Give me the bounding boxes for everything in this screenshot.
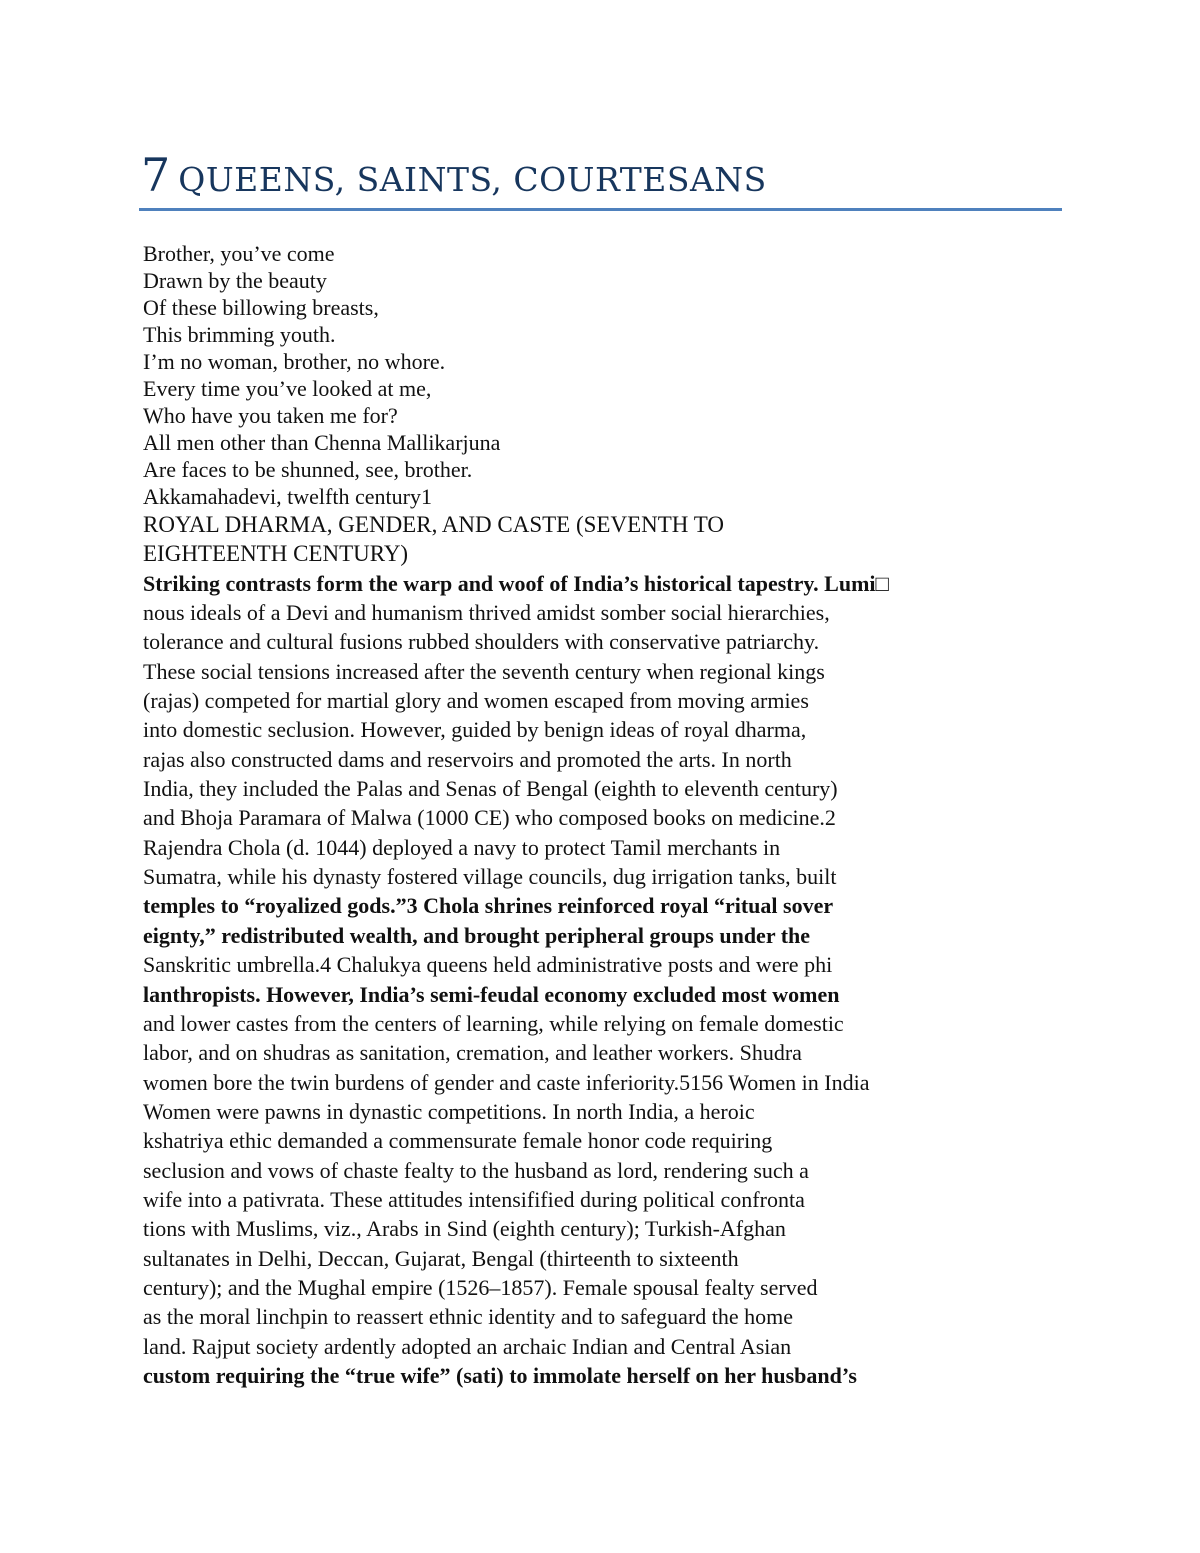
body-line: seclusion and vows of chaste fealty to the husband as lord, rendering such a (143, 1157, 809, 1183)
body-line: and lower castes from the centers of learning, while relying on female domestic (143, 1010, 844, 1036)
body-line: (rajas) competed for martial glory and women escaped from moving armies (143, 688, 809, 714)
body-line: These social tensions increased after the seventh century when regional kings (143, 658, 825, 684)
epigraph-line: Brother, you’ve come (143, 241, 335, 266)
chapter-heading (141, 148, 767, 202)
body-line: eignty,” redistributed wealth, and brought peripheral groups under the (143, 922, 811, 948)
missing-glyph-box: □ (875, 570, 889, 596)
heading-underline (139, 208, 1062, 211)
body-line: India, they included the Palas and Senas of Bengal (eighth to eleventh century) (143, 776, 838, 802)
body-line: tions with Muslims, viz., Arabs in Sind (eighth century); Turkish-Afghan (143, 1216, 786, 1242)
body-line: Rajendra Chola (d. 1044) deployed a navy to protect Tamil merchants in (143, 834, 781, 860)
epigraph-line: Every time you’ve looked at me, (143, 376, 432, 401)
epigraph-line: I’m no woman, brother, no whore. (143, 349, 446, 374)
body-paragraph (143, 569, 889, 1391)
body-line: and Bhoja Paramara of Malwa (1000 CE) who composed books on medicine.2 (143, 805, 836, 831)
epigraph-line: Drawn by the beauty (143, 268, 327, 293)
body-line: lanthropists. However, India’s semi-feudal economy excluded most women (143, 981, 840, 1007)
chapter-number: 7 (141, 148, 171, 202)
body-line: land. Rajput society ardently adopted an archaic Indian and Central Asian (143, 1333, 792, 1359)
chapter-title: QUEENS, SAINTS, COURTESANS (178, 160, 767, 199)
body-line: century); and the Mughal empire (1526–1857). Female spousal fealty served (143, 1274, 818, 1300)
section-heading-line: ROYAL DHARMA, GENDER, AND CASTE (SEVENTH TO (143, 512, 724, 537)
body-line: tolerance and cultural fusions rubbed shoulders with conservative patriarchy. (143, 629, 820, 655)
body-line: sultanates in Delhi, Deccan, Gujarat, Bengal (thirteenth to sixteenth (143, 1245, 739, 1271)
epigraph-line: Of these billowing breasts, (143, 295, 379, 320)
body-line: temples to “royalized gods.”3 Chola shrines reinforced royal “ritual sover (143, 893, 834, 919)
epigraph-line: Who have you taken me for? (143, 403, 398, 428)
epigraph (143, 240, 889, 510)
body-line: custom requiring the “true wife” (sati) to immolate herself on her husband’s (143, 1362, 857, 1388)
body-line: women bore the twin burdens of gender and caste inferiority.5156 Women in India (143, 1069, 870, 1095)
body-line: nous ideals of a Devi and humanism thrived amidst somber social hierarchies, (143, 600, 830, 626)
body-line: Women were pawns in dynastic competitions. In north India, a heroic (143, 1098, 755, 1124)
epigraph-attribution: Akkamahadevi, twelfth century1 (143, 484, 432, 509)
body-line: rajas also constructed dams and reservoirs and promoted the arts. In north (143, 746, 792, 772)
body-line: kshatriya ethic demanded a commensurate female honor code requiring (143, 1128, 773, 1154)
epigraph-line: Are faces to be shunned, see, brother. (143, 457, 473, 482)
text-body (143, 240, 889, 1390)
body-line: as the moral linchpin to reassert ethnic identity and to safeguard the home (143, 1304, 794, 1330)
body-line: wife into a pativrata. These attitudes intensifified during political confronta (143, 1186, 805, 1212)
body-line: labor, and on shudras as sanitation, cremation, and leather workers. Shudra (143, 1040, 802, 1066)
body-line: Sanskritic umbrella.4 Chalukya queens held administrative posts and were phi (143, 952, 833, 978)
epigraph-line: This brimming youth. (143, 322, 336, 347)
body-line: Sumatra, while his dynasty fostered village councils, dug irrigation tanks, built (143, 864, 837, 890)
body-line: Striking contrasts form the warp and woof of India’s historical tapestry. Lumi□ (143, 570, 889, 596)
section-heading-line: EIGHTEENTH CENTURY) (143, 541, 409, 567)
epigraph-line: All men other than Chenna Mallikarjuna (143, 430, 501, 455)
body-line: into domestic seclusion. However, guided by benign ideas of royal dharma, (143, 717, 807, 743)
